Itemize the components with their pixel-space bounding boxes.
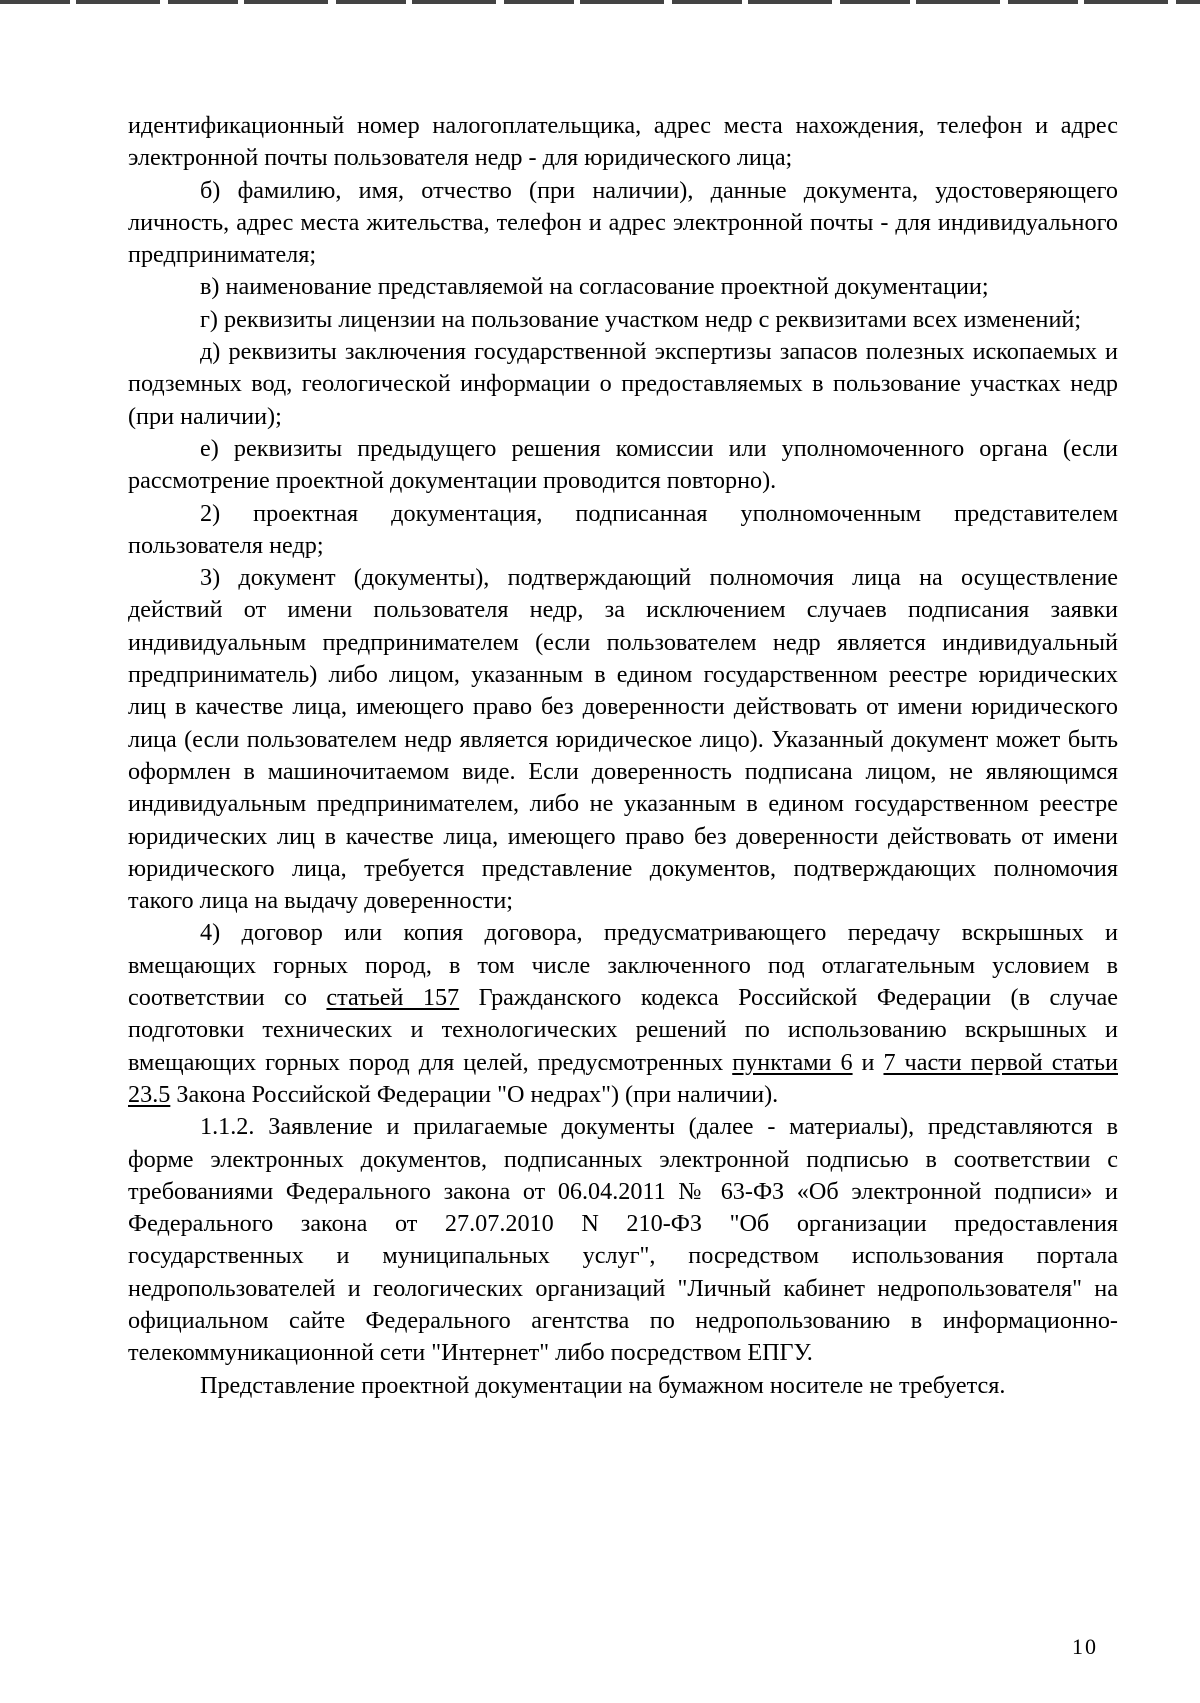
paragraph-4-text-part4: Закона Российской Федерации "О недрах") (при наличии). — [170, 1080, 779, 1108]
paragraph-4-text-part3: и — [852, 1048, 884, 1076]
paragraph-e-previous-decision: е) реквизиты предыдущего решения комиссии или уполномоченного органа (если рассмотрение проектной документации проводится повторно). — [128, 434, 1118, 495]
paragraph-4-text-part1: 4) договор или копия договора, предусматривающего передачу вскрышных и вмещающих горных пород, в том числе заключенного под отлагательным условием в соответствии со — [128, 919, 1118, 1012]
link-article-23-5[interactable]: 7 части первой статьи 23.5 — [128, 1048, 1118, 1108]
paragraph-g-license-details: г) реквизиты лицензии на пользование участком недр с реквизитами всех изменений; — [200, 305, 1082, 333]
document-body — [128, 110, 1118, 1402]
paragraph-paper-not-required: Представление проектной документации на бумажном носителе не требуется. — [200, 1371, 1006, 1399]
paragraph-3-authority-document: 3) документ (документы), подтверждающий полномочия лица на осуществление действий от имени пользователя недр, за исключением случаев подписания заявки индивидуальным предпринимателем (если пользователем недр является индивидуальный предприниматель) либо лицом, указанным в едином государственном реестре юридических лиц в качестве лица, имеющего право без доверенности действовать от имени юридического лица (если пользователем недр является юридическое лицо). Указанный документ может быть оформлен в машиночитаемом виде. Если доверенность подписана лицом, не являющимся индивидуальным предпринимателем, либо не указанным в едином государственном реестре юридических лиц в качестве лица, имеющего право без доверенности действовать от имени юридического лица, требуется представление документов, подтверждающих полномочия такого лица на выдачу доверенности; — [128, 564, 1118, 915]
paragraph-legal-entity-details: идентификационный номер налогоплательщика, адрес места нахождения, телефон и адрес электронной почты пользователя недр - для юридического лица; — [128, 112, 1118, 172]
paragraph-4-contract — [128, 917, 1118, 1111]
paragraph-v-documentation-name: в) наименование представляемой на согласование проектной документации; — [200, 273, 989, 301]
page-number: 10 — [1072, 1634, 1098, 1659]
paragraph-d-expertise-details: д) реквизиты заключения государственной экспертизы запасов полезных ископаемых и подземных вод, геологической информации о предоставляемых в пользование участках недр (при наличии); — [128, 338, 1118, 430]
paragraph-1-1-2-materials: 1.1.2. Заявление и прилагаемые документы (далее - материалы), представляются в форме электронных документов, подписанных электронной подписью в соответствии с требованиями Федерального закона от 06.04.2011 № 63-ФЗ «Об электронной подписи» и Федерального закона от 27.07.2010 N 210-ФЗ "Об организации предоставления государственных и муниципальных услуг", посредством использования портала недропользователей и геологических организаций "Личный кабинет недропользователя" на официальном сайте Федерального агентства по недропользованию в информационно-телекоммуникационной сети "Интернет" либо посредством ЕПГУ. — [128, 1113, 1118, 1367]
paragraph-b-individual-entrepreneur: б) фамилию, имя, отчество (при наличии), данные документа, удостоверяющего личность, адрес места жительства, телефон и адрес электронной почты - для индивидуального предпринимателя; — [128, 176, 1118, 269]
link-points-6[interactable]: пунктами 6 — [732, 1048, 853, 1076]
paragraph-2-project-documentation: 2) проектная документация, подписанная уполномоченным представителем пользователя недр; — [128, 499, 1118, 559]
link-article-157[interactable]: статьей 157 — [326, 984, 460, 1012]
paragraph-4-text-part2: Гражданского кодекса Российской Федерации (в случае подготовки технических и технологических решений по использованию вскрышных и вмещающих горных пород для целей, предусмотренных — [128, 984, 1118, 1076]
scan-top-edge — [0, 0, 1200, 4]
